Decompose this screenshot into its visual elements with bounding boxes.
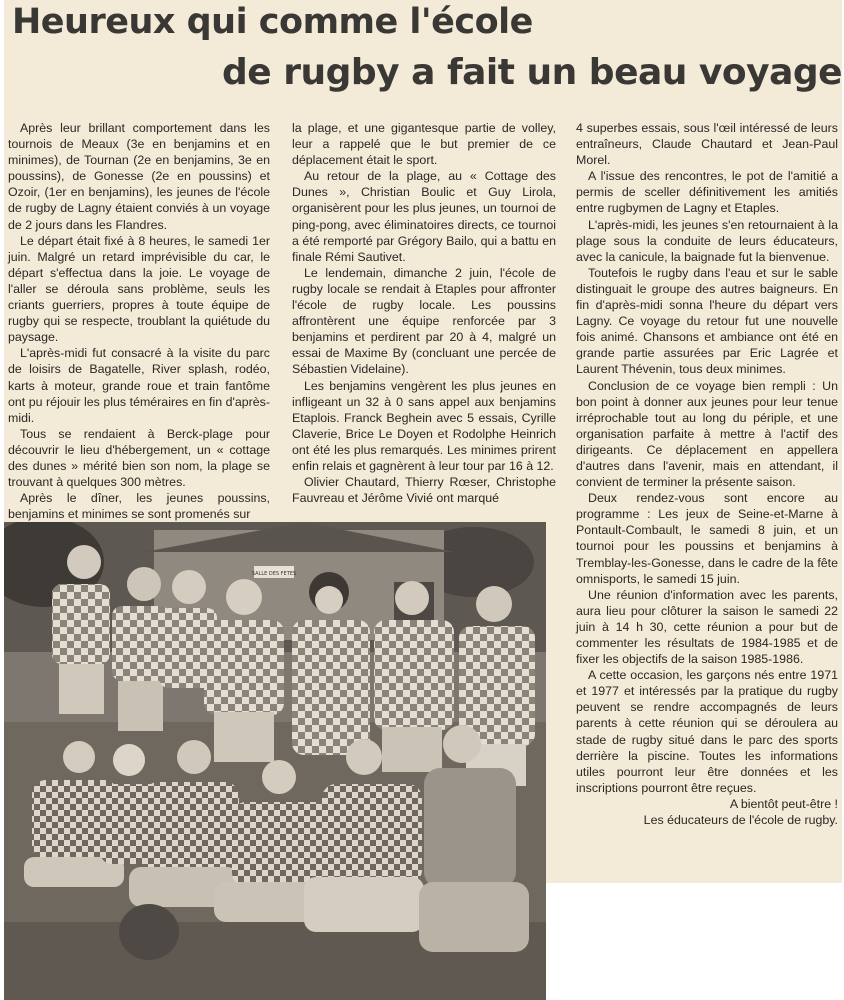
paragraph: A cette occasion, les garçons nés entre 1971 et 1977 et intéressés par la pratique du rugby peuvent se rendre accompagnés de leurs parents à cette réunion qui se déroulera au stade de rugby situé dans le parc des sports derrière la piscine. Toutes les informations utiles pourront leur être données et les inscriptions pourront être reçues. (576, 668, 838, 795)
paragraph: L'après-midi, les jeunes s'en retournaient à la plage sous la conduite de leurs éducateurs, avec la canicule, la baignade fut la bienvenue. (576, 217, 838, 264)
paragraph: Tous se rendaient à Berck-plage pour découvrir le lieu d'hébergement, un « cottage des dunes » mérité bien son nom, la plage se trouvant à quelques 300 mètres. (8, 426, 270, 490)
paragraph: Olivier Chautard, Thierry Rœser, Christophe Fauvreau et Jérôme Vivié ont marqué (292, 475, 556, 506)
article-column-2 (292, 120, 556, 506)
paragraph: Conclusion de ce voyage bien rempli : Un bon point à donner aux jeunes pour leur tenue irréprochable tout au long du périple, et une organisation parfaite à mettre à l'actif des dirigeants. Ce déplacement en appellera d'autres dans l'avenir, mais en attendant, il convient de terminer la présente saison. (576, 378, 838, 490)
paragraph: Après le dîner, les jeunes poussins, benjamins et minimes se sont promenés sur (8, 491, 270, 522)
paragraph: 4 superbes essais, sous l'œil intéressé de leurs entraîneurs, Claude Chautard et Jean-Paul Morel. (576, 121, 838, 168)
headline-line-2: de rugby a fait un beau voyage (222, 52, 843, 93)
paragraph: Au retour de la plage, au « Cottage des Dunes », Christian Boulic et Guy Lirola, organisèrent pour les plus jeunes, un tournoi de ping-pong, avec éliminatoires directs, ce tournoi a été remporté par Grégory Bailo, qui a battu en finale Rémi Sautivet. (292, 169, 556, 264)
paragraph: Le lendemain, dimanche 2 juin, l'école de rugby locale se rendait à Etaples pour affronter l'école de rugby locale. Les poussins affrontèrent une équipe renforcée par 3 benjamins et perdirent par 20 à 4, malgré un essai de Maxime By (concluant une percée de Sébastien Videlaine). (292, 265, 556, 377)
team-photo (4, 522, 546, 1000)
article-column-1 (8, 120, 270, 522)
paragraph: A l'issue des rencontres, le pot de l'amitié a permis de sceller définitivement les amitiés entre rugbymen de Lagny et Etaples. (576, 169, 838, 216)
headline (4, 0, 842, 112)
paragraph: Toutefois le rugby dans l'eau et sur le sable distinguait le groupe des autres baigneurs. En fin d'après-midi sonna l'heure du départ vers Lagny. Ce voyage du retour fut une nouvelle fois animé. Chansons et ambiance ont été en grande partie assurées par Eric Lagrée et Laurent Thévenin, tous deux minimes. (576, 265, 838, 377)
headline-line-1: Heureux qui comme l'école (12, 2, 533, 42)
paragraph: Après leur brillant comportement dans les tournois de Meaux (3e en benjamins et en minimes), de Tournan (2e en benjamins, 3e en poussins), de Gonesse (2e en poussins) et Ozoir, (1er en benjamins), les jeunes de l'école de rugby de Lagny étaient conviés à un voyage de 2 jours dans les Flandres. (8, 121, 270, 232)
paragraph: Une réunion d'information avec les parents, aura lieu pour clôturer la saison le samedi 22 juin à 14 h 30, cette réunion a pour but de commenter les résultats de 1984-1985 et de fixer les objectifs de la saison 1985-1986. (576, 587, 838, 667)
paragraph: L'après-midi fut consacré à la visite du parc de loisirs de Bagatelle, River splash, rodéo, karts à moteur, grande roue et train fantôme ont pu réjouir les plus téméraires en fin d'après-midi. (8, 346, 270, 425)
paragraph: Les benjamins vengèrent les plus jeunes en infligeant un 32 à 0 sans appel aux benjamins Etaplois. Franck Beghein avec 5 essais, Cyrille Claverie, Brice Le Doyen et Rodolphe Heinrich ont été les plus remarqués. Les minimes prirent enfin relais et gagnèrent à leur tour par 16 à 12. (292, 378, 556, 473)
signature: Les éducateurs de l'école de rugby. (643, 813, 838, 828)
article-column-3 (576, 120, 838, 828)
sign-off: A bientôt peut-être ! (729, 796, 838, 811)
paragraph: Le départ était fixé à 8 heures, le samedi 1er juin. Malgré un retard imprévisible du car, le départ s'effectua dans la joie. Le voyage de l'aller se déroula sans problème, seuls les criants guerriers, propres à toute équipe de rugby qui se respecte, troublant la quiétude du paysage. (8, 233, 270, 345)
sign-text: SALLE DES FETES (251, 571, 297, 577)
paragraph: Deux rendez-vous sont encore au programme : Les jeux de Seine-et-Marne à Pontault-Combault, le samedi 8 juin, et un tournoi pour les poussins et benjamins à Tremblay-les-Gonesse, dans le cadre de la fête omnisports, le samedi 15 juin. (576, 491, 838, 586)
paragraph: la plage, et une gigantesque partie de volley, leur a rappelé que le but premier de ce déplacement était le sport. (292, 121, 556, 168)
rugby-ball (119, 904, 179, 960)
